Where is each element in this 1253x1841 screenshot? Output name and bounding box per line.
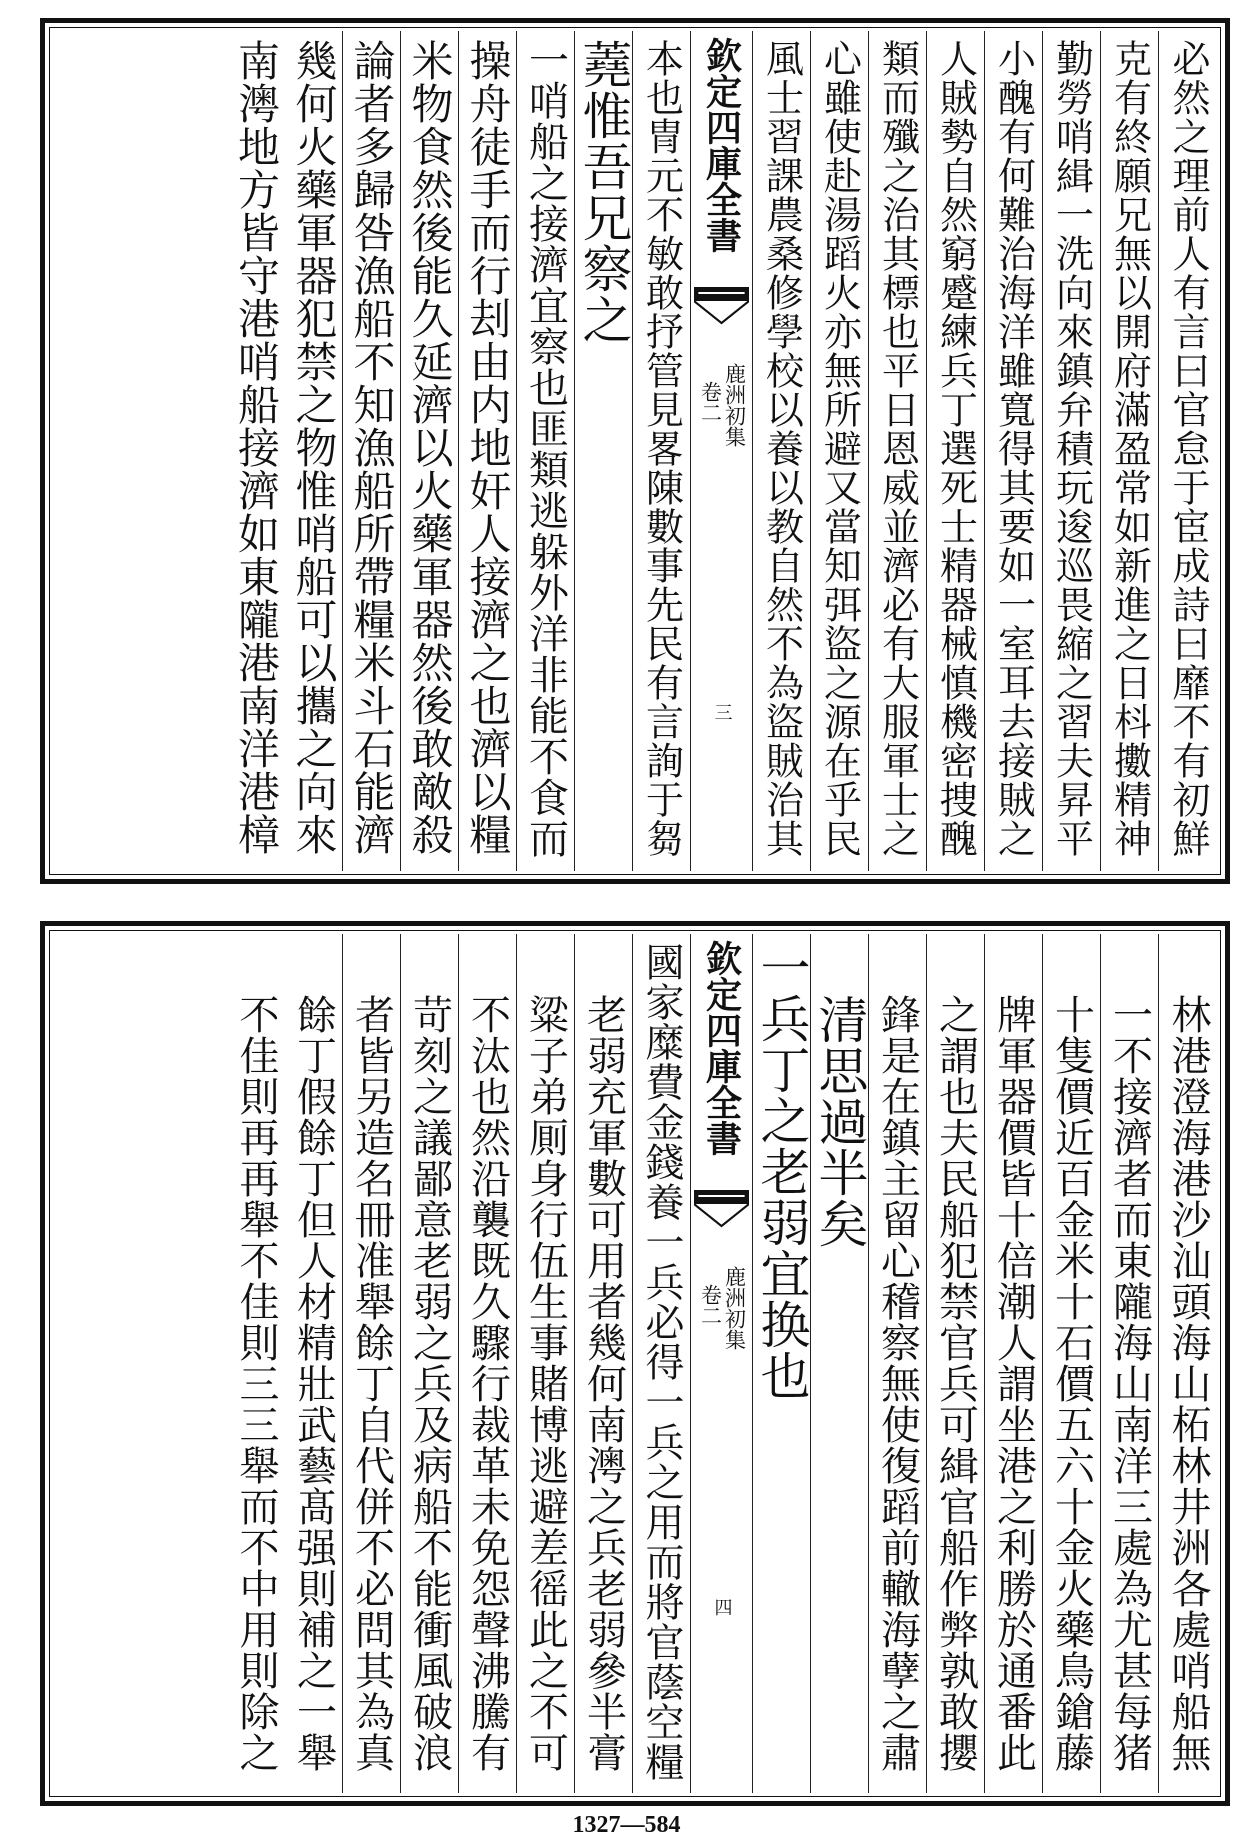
text-column: 幾何火藥軍器犯禁之物惟哨船可以攜之向來 — [285, 31, 343, 871]
text-column: 米物食然後能久延濟以火藥軍器然後敢敵殺 — [401, 31, 459, 871]
text-column: 之謂也夫民船犯禁官兵可緝官船作弊孰敢攖 — [927, 934, 985, 1793]
text-column: 不佳則再再舉不佳則三三舉而不中用則除之 — [233, 994, 279, 1773]
text-column: 十隻價近百金米十石價五六十金火藥鳥鎗藤 — [1043, 934, 1101, 1793]
fishtail-mark-icon — [694, 1190, 749, 1230]
text-column: 國家糜費金錢養一兵必得一兵之用而將官蔭空糧 — [633, 934, 691, 1793]
text-column: 克有終願兄無以開府滿盈常如新進之日枓擻精神 — [1101, 31, 1159, 871]
text-column: 林港澄海港沙汕頭海山柘林井洲各處哨船無 — [1165, 994, 1211, 1773]
text-column: 老弱充軍數可用者幾何南澚之兵老弱參半膏 — [575, 934, 633, 1793]
center-gutter — [691, 31, 753, 871]
text-column: 勤勞哨緝一洗向來鎮弁積玩逡巡畏縮之習夫昇平 — [1043, 31, 1101, 871]
upper-page-columns — [53, 31, 1217, 871]
text-column: 鋒是在鎮主留心稽察無使復蹈前轍海孽之肅 — [869, 934, 927, 1793]
gutter-title: 欽定四庫全書 — [700, 37, 743, 253]
text-column: 粱子弟厠身行伍生事賭博逃避差徭此之不可 — [517, 934, 575, 1793]
text-column: 牌軍器價皆十倍潮人謂坐港之利勝於通番此 — [985, 934, 1043, 1793]
text-column: 清思過半矣 — [811, 934, 869, 1793]
lower-page — [40, 921, 1230, 1806]
page-code: 1327—584 — [572, 1812, 681, 1838]
text-column: 人賊勢自然窮蹙練兵丁選死士精器械慎機密捜醜 — [927, 31, 985, 871]
text-column: 一哨船之接濟宜察也匪類逃躲外洋非能不食而 — [517, 31, 575, 871]
text-column: 者皆另造名冊准舉餘丁自代併不必問其為真 — [343, 934, 401, 1793]
upper-page — [40, 18, 1230, 884]
gutter-volume: 卷二 — [698, 381, 723, 423]
text-column: 必然之理前人有言曰官怠于宦成詩曰靡不有初鮮 — [1166, 39, 1210, 858]
text-column: 一兵丁之老弱宜换也 — [753, 934, 811, 1793]
text-column: 一不接濟者而東隴海山南洋三處為尤甚每猪 — [1101, 934, 1159, 1793]
text-column: 不汰也然沿襲既久驟行裁革未免怨聲沸騰有 — [459, 934, 517, 1793]
center-gutter — [691, 934, 753, 1793]
text-column: 蕘惟吾兄察之 — [575, 31, 633, 871]
fishtail-mark-icon — [694, 287, 749, 327]
text-column: 南澚地方皆守港哨船接濟如東隴港南洋港樟 — [232, 39, 281, 856]
text-column: 操舟徒手而行刦由内地奸人接濟之也濟以糧 — [459, 31, 517, 871]
gutter-volume: 卷二 — [698, 1284, 723, 1326]
text-column: 小醜有何難治海洋雖寬得其要如一室耳去接賊之 — [985, 31, 1043, 871]
gutter-book-name: 鹿洲初集 — [722, 363, 747, 447]
gutter-page-number: 三 — [711, 703, 733, 721]
text-column: 類而殲之治其標也平日恩威並濟必有大服軍士之 — [869, 31, 927, 871]
text-column: 本也冑元不敏敢抒管見畧陳數事先民有言詢于芻 — [633, 31, 691, 871]
gutter-page-number: 四 — [711, 1598, 733, 1616]
text-column: 餘丁假餘丁但人材精壯武藝髙强則補之一舉 — [285, 934, 343, 1793]
text-column: 苛刻之議鄙意老弱之兵及病船不能衝風破浪 — [401, 934, 459, 1793]
text-column: 風士習課農桑修學校以養以教自然不為盜賊治其 — [753, 31, 811, 871]
text-column: 論者多歸咎漁船不知漁船所帶糧米斗石能濟 — [343, 31, 401, 871]
gutter-book-name: 鹿洲初集 — [722, 1266, 747, 1350]
lower-page-columns — [53, 934, 1217, 1793]
text-column: 心雖使赴湯蹈火亦無所避又當知弭盜之源在乎民 — [811, 31, 869, 871]
gutter-title: 欽定四庫全書 — [700, 940, 743, 1156]
